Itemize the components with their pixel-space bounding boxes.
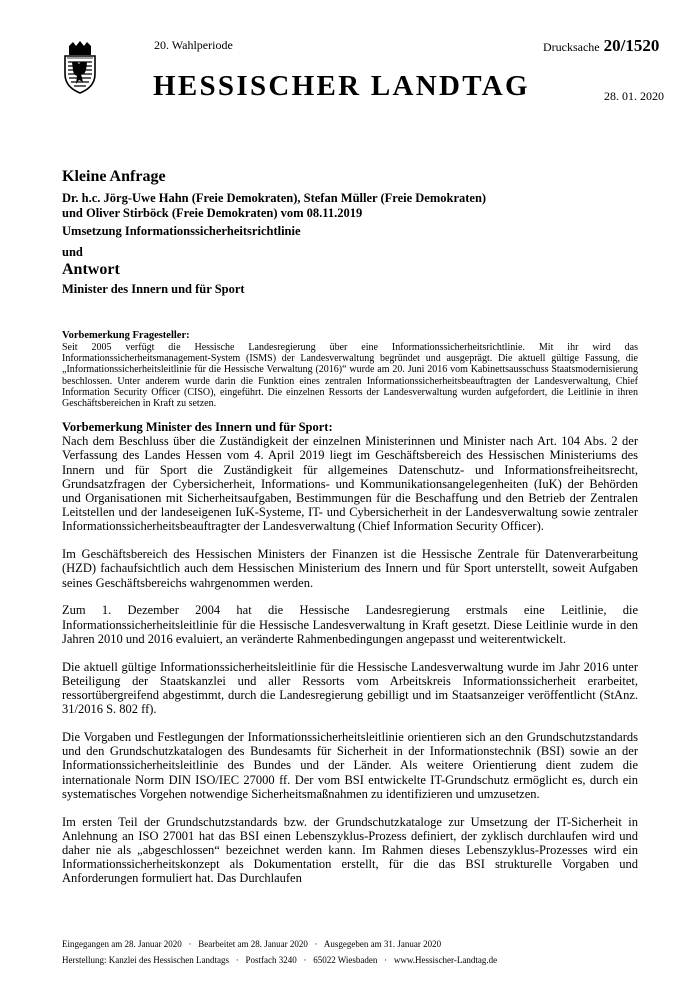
- paragraph: Im Geschäftsbereich des Hessischen Ministers der Finanzen ist die Hessische Zentrale für Datenverarbeitung (HZD) fachaufsichtlich auch dem Hessischen Ministerium des Innern und für Sport unterstellt, soweit Aufgaben seines Geschäftsbereichs wahrgenommen werden.: [62, 547, 638, 590]
- drucksache-number: 20/1520: [603, 36, 660, 55]
- authors-line-1: Dr. h.c. Jörg-Uwe Hahn (Freie Demokraten), Stefan Müller (Freie Demokraten): [62, 191, 487, 205]
- document-body: [62, 330, 638, 899]
- prelim-questioner-heading: Vorbemerkung Fragesteller:: [62, 330, 190, 341]
- prelim-questioner-text: Seit 2005 verfügt die Hessische Landesregierung über eine Informationssicherheitsrichtlinie. Mit ihr wird das Informationssicherheitsmanagement-System (ISMS) der Landesverwaltung begründet und ausgeprägt. Die aktuell gültige Fassung, die „Informationssicherheitsleitlinie für die Hessische Verwaltung (2016)“ wurde am 20. Juni 2016 vom Kabinettsausschuss Staatsmodernisierung beschlossen. Unter anderem wurde darin die Funktion eines zentralen Informationssicherheitsbeauftragten der Landesverwaltung, Chief Information Security Officer (CISO), eingeführt. Die einzelnen Ressorts der Landesverwaltung wurden aufgefordert, die Leitlinie in ihren Geschäftsbereichen in Kraft zu setzen.: [62, 342, 638, 410]
- und-label: und: [62, 245, 83, 259]
- antwort-heading: Antwort: [62, 261, 120, 278]
- paragraph: Nach dem Beschluss über die Zuständigkeit der einzelnen Ministerinnen und Minister nach Art. 104 Abs. 2 der Verfassung des Landes Hessen vom 4. April 2019 liegt im Geschäftsbereich des Hessischen Ministeriums des Innern und für Sport die Zuständigkeit für allgemeines Datenschutz- und Informationsfreiheitsrecht, Grundsatzfragen der Cybersicherheit, Informations- und Kommunikationsangelegenheiten (IuK) der Behörden und Organisationen mit Sicherheitsaufgaben, Bestimmungen für die Beschaffung und den Betrieb der Zentralen Leitstellen und der landeseigenen IuK-Systeme, IT- und Cybersicherheit in der Landesverwaltung sowie zentraler Informationssicherheitsbeauftragter der Landesverwaltung (Chief Information Security Officer).: [62, 434, 638, 534]
- paragraph: Zum 1. Dezember 2004 hat die Hessische Landesregierung erstmals eine Leitlinie, die Informationssicherheitsleitlinie für die Hessische Landesverwaltung in Kraft gesetzt. Diese Leitlinie wurde in den Jahren 2010 und 2016 evaluiert, an veränderte Rahmenbedingungen angepasst und weiterentwickelt.: [62, 603, 638, 646]
- paragraph: Die aktuell gültige Informationssicherheitsleitlinie für die Hessische Landesverwaltung wurde im Jahr 2016 unter Beteiligung der Staatskanzlei und aller Ressorts vom Arbeitskreis Informationssicherheit erarbeitet, ressortübergreifend abgestimmt, durch die Landesregierung gebilligt und im Staatsanzeiger veröffentlicht (StAnz. 31/2016 S. 802 ff).: [62, 659, 638, 717]
- inquiry-type: Kleine Anfrage: [62, 168, 166, 185]
- footer-dates: Eingegangen am 28. Januar 2020 · Bearbeitet am 28. Januar 2020 · Ausgegeben am 31. Januar 2020: [62, 939, 442, 949]
- wahlperiode: 20. Wahlperiode: [154, 38, 233, 52]
- inquiry-authors: [62, 191, 662, 221]
- footer-publisher: Herstellung: Kanzlei des Hessischen Landtags · Postfach 3240 · 65022 Wiesbaden · www.Hessischer-Landtag.de: [62, 955, 498, 965]
- drucksache-label: Drucksache: [543, 40, 600, 54]
- responder: Minister des Innern und für Sport: [62, 282, 245, 296]
- document-date: 28. 01. 2020: [604, 89, 664, 103]
- prelim-minister-heading: Vorbemerkung Minister des Innern und für Sport:: [62, 420, 333, 435]
- drucksache: [543, 36, 659, 56]
- parliament-title: HESSISCHER LANDTAG: [153, 70, 530, 102]
- paragraph: Die Vorgaben und Festlegungen der Informationssicherheitsleitlinie orientieren sich an den Grundschutzstandards und den Grundschutzkatalogen des Bundesamts für Sicherheit in der Informationstechnik (BSI) sowie an der Informationssicherheitsleitlinie des Bundes und der Länder. Als weitere Orientierung dient zudem die internationale Norm DIN ISO/IEC 27000 ff. Der vom BSI entwickelte IT-Grundschutz ermöglicht es, durch ein systematisches Vorgehen notwendige Sicherheitsmaßnahmen zu identifizieren und umzusetzen.: [62, 730, 638, 801]
- authors-line-2: und Oliver Stirböck (Freie Demokraten) vom 08.11.2019: [62, 206, 363, 220]
- inquiry-subject: Umsetzung Informationssicherheitsrichtlinie: [62, 224, 301, 238]
- paragraph: Im ersten Teil der Grundschutzstandards bzw. der Grundschutzkataloge zur Umsetzung der IT-Sicherheit in Anlehnung an ISO 27001 hat das BSI einen Lebenszyklus-Prozess definiert, der zyklisch durchlaufen wird und daher nie als „abgeschlossen“ bezeichnet werden kann. Im Rahmen dieses Lebenszyklus-Prozesses wird ein Informationssicherheitskonzept als Dokumentation erstellt, für die das BSI strukturelle Vorgaben und Anforderungen formuliert hat. Das Durchlaufen: [62, 814, 638, 886]
- hessen-coat-of-arms-icon: [62, 40, 98, 94]
